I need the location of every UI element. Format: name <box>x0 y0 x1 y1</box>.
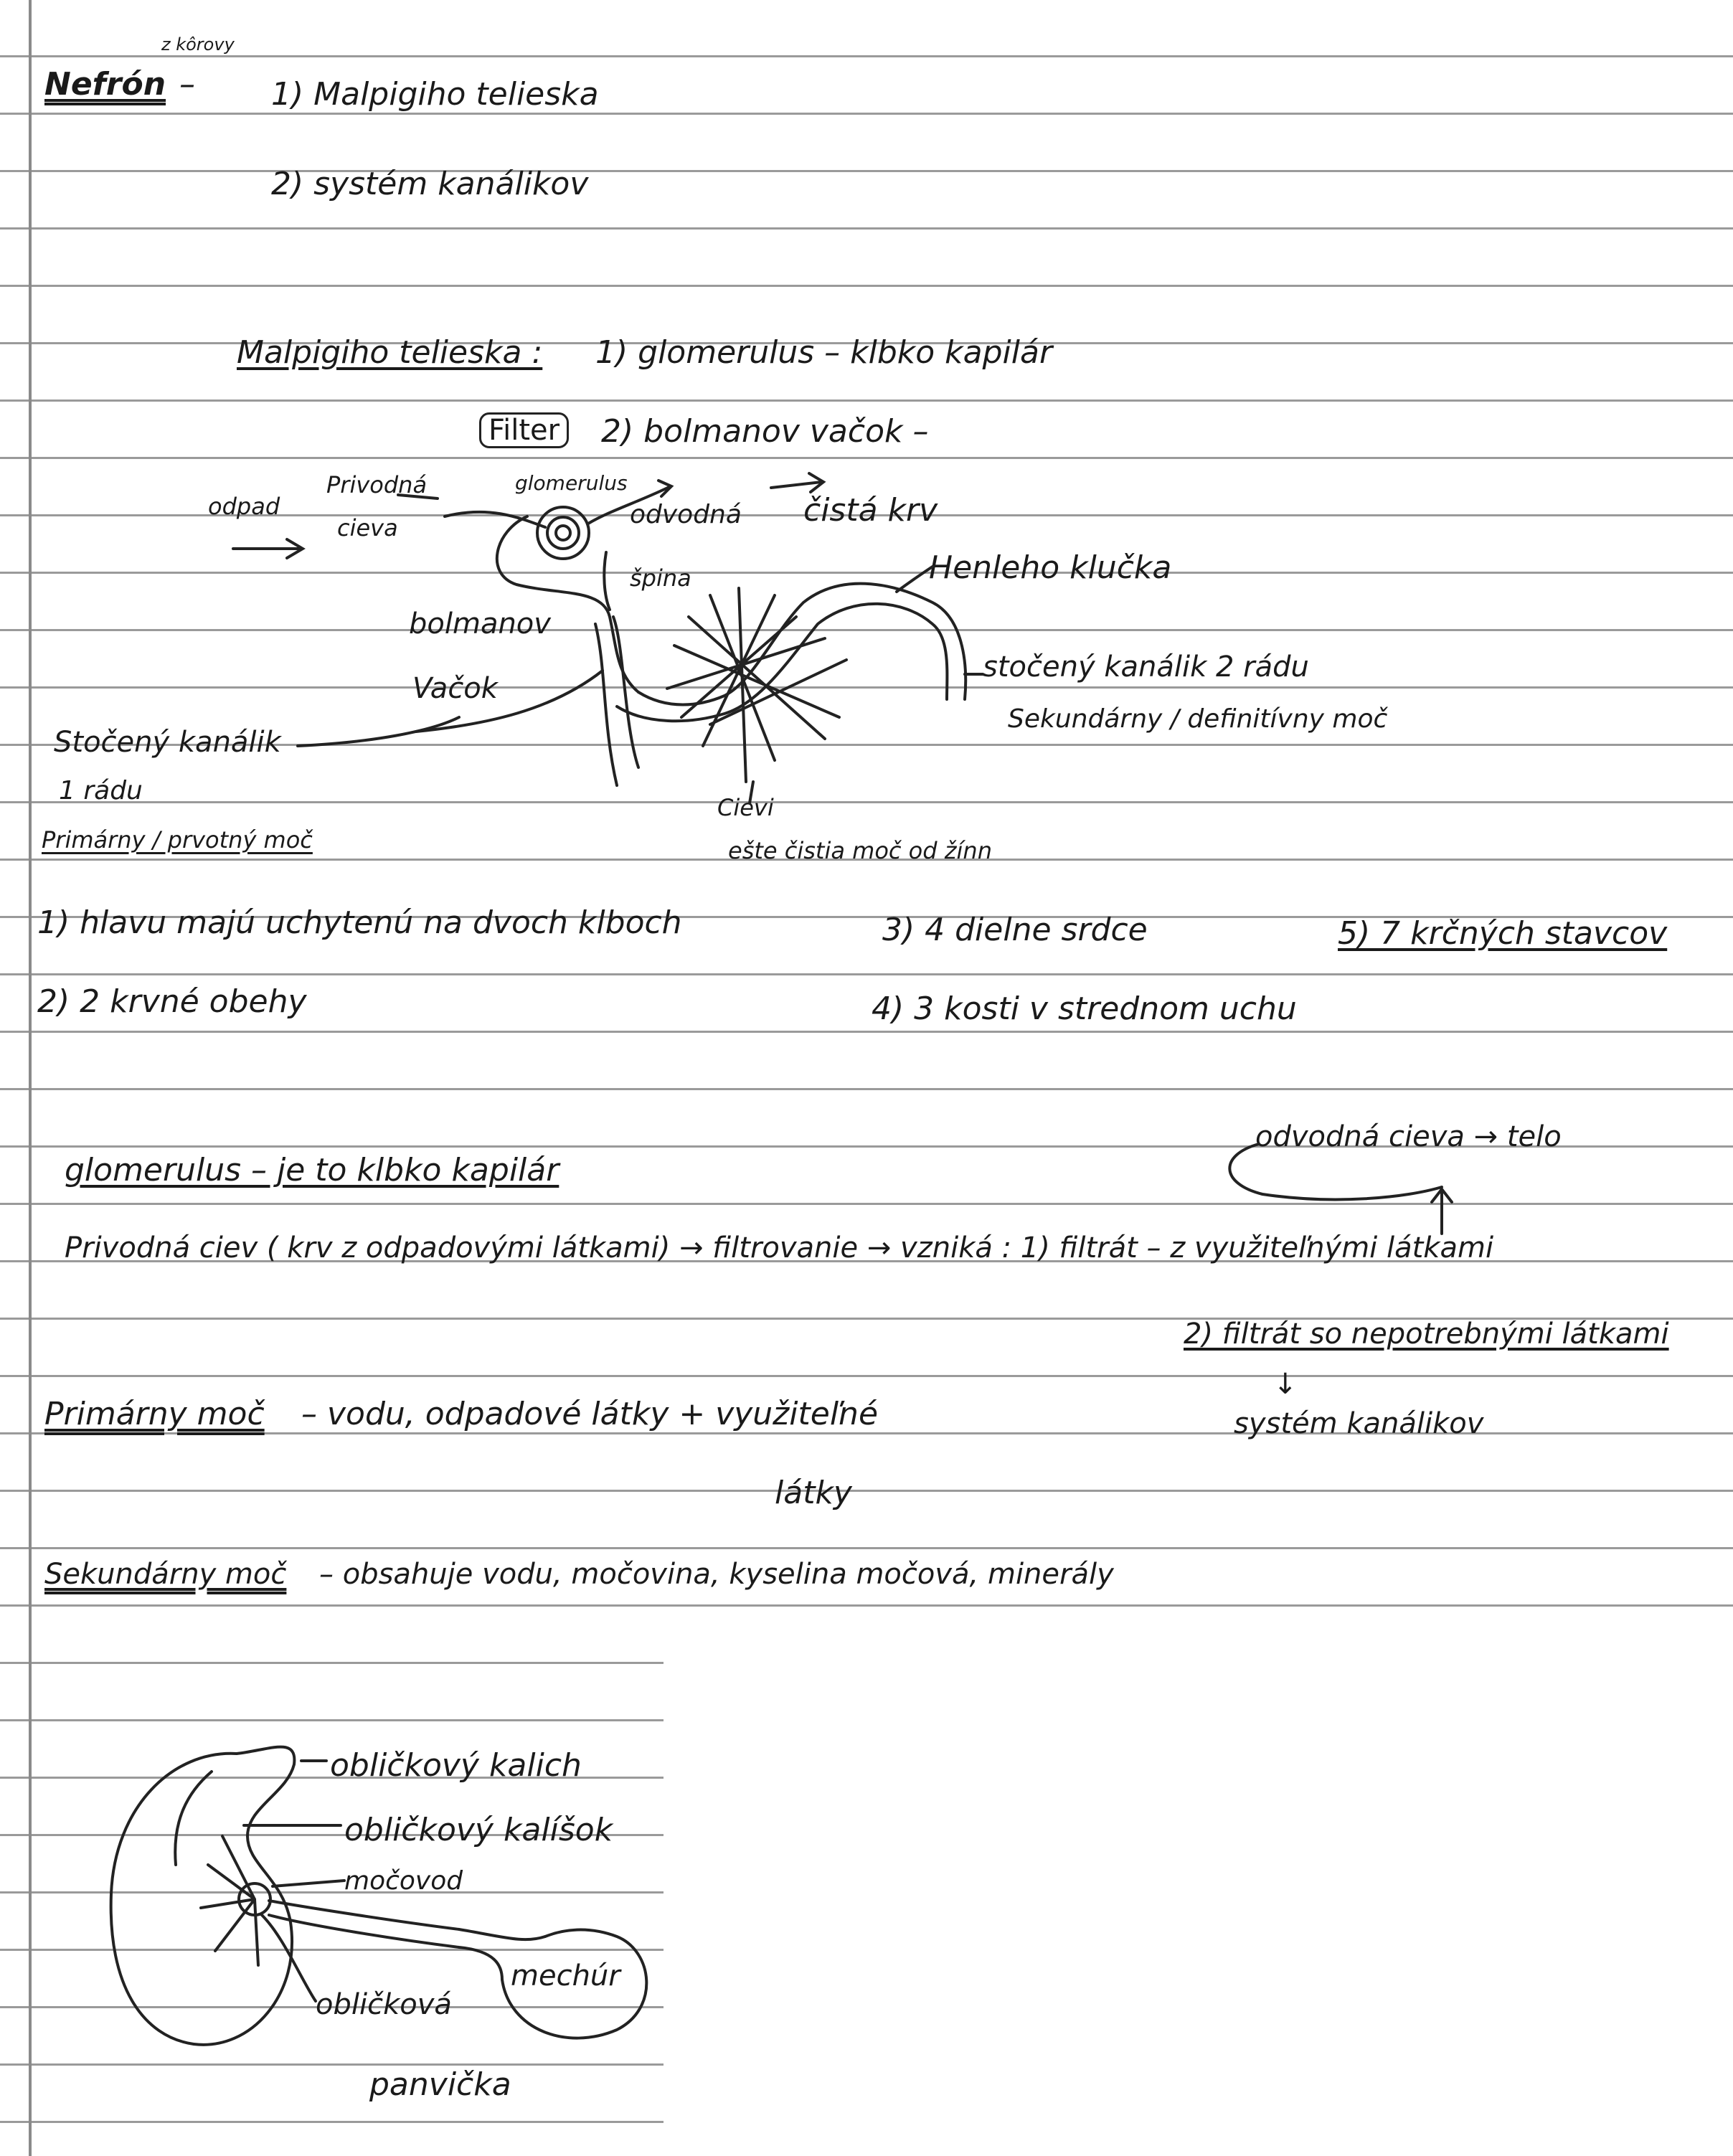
primarny-moc-label: Primárny moč <box>44 1396 265 1432</box>
cista-krv-arrow-icon <box>771 473 823 492</box>
nephron-part-1: 1) Malpigiho telieska <box>271 76 599 113</box>
label-glomerulus: glomerulus <box>515 471 628 495</box>
glomerulus-definition: glomerulus – je to klbko kapilár <box>65 1152 559 1188</box>
fact-5: 5) 7 krčných stavcov <box>1338 915 1668 952</box>
ureter-line-1 <box>269 1901 545 1939</box>
down-arrow-glyph: ↓ <box>1273 1368 1298 1401</box>
spina-pointer <box>604 552 610 610</box>
odpad-arrow-icon <box>233 539 303 558</box>
sekundarny-moc-label: Sekundárny moč <box>44 1558 287 1591</box>
label-oblickova: obličková <box>316 1988 452 2021</box>
label-stoceny-1-line3: Primárny / prvotný moč <box>42 826 313 854</box>
fact-1: 1) hlavu majú uchytenú na dvoch klboch <box>37 904 682 941</box>
malpigi-item-2: 2) bolmanov vačok – <box>601 413 929 450</box>
bowman-capsule-outer <box>497 516 638 692</box>
afferent-vessel <box>445 512 545 527</box>
latky: látky <box>775 1475 852 1511</box>
label-spina: špina <box>630 564 691 592</box>
label-bolmanov: bolmanov <box>409 607 551 640</box>
proximal-tubule-2 <box>595 624 617 785</box>
label-oblickovy-kalistek: obličkový kalíšok <box>344 1812 613 1848</box>
glomerulus-inner <box>547 517 579 549</box>
label-stoceny-1-line1: Stočený kanálik <box>54 726 281 759</box>
up-arrow-icon <box>1432 1189 1452 1234</box>
label-stoceny-1-line2: 1 rádu <box>59 776 143 805</box>
label-odpad: odpad <box>208 493 280 520</box>
calyx-branches <box>201 1836 258 1965</box>
kidney-diagram <box>111 1747 647 2045</box>
fact-4: 4) 3 kosti v strednom uchu <box>872 990 1297 1027</box>
privodna-pointer <box>398 495 438 498</box>
glomerulus-core <box>556 526 570 540</box>
cievi-pointer <box>750 782 753 803</box>
filter-box: Filter <box>479 412 569 448</box>
malpigi-heading: Malpigiho telieska : <box>237 334 543 371</box>
odvodna-cieva-telo: odvodná cieva → telo <box>1255 1120 1562 1153</box>
label-odvodna: odvodná <box>630 500 742 529</box>
label-stoceny-2-line2: Sekundárny / definitívny moč <box>1008 704 1388 734</box>
ureter-line-2 <box>269 1915 502 1980</box>
label-privodna: Privodná <box>326 471 428 498</box>
label-oblickovy-kalich: obličkový kalich <box>330 1747 582 1784</box>
sekundarny-moc-text: – obsahuje vodu, močovina, kyselina močová, minerály <box>319 1558 1114 1591</box>
system-kanalikov: systém kanálikov <box>1234 1407 1484 1440</box>
nephron-diagram <box>233 473 983 803</box>
proximal-tubule <box>613 617 638 767</box>
odvodna-curve <box>1229 1144 1442 1199</box>
mocovod-pointer <box>273 1881 344 1886</box>
label-cieva-left: cieva <box>337 514 398 542</box>
fact-2: 2) 2 krvné obehy <box>37 983 307 1020</box>
note-above-title: z kôrovy <box>161 34 235 55</box>
malpigi-item-1: 1) glomerulus – klbko kapilár <box>595 334 1053 371</box>
odvodna-cieva-drawing <box>1229 1144 1452 1234</box>
label-mechur: mechúr <box>511 1959 620 1992</box>
title-dash: – <box>179 66 195 103</box>
filtrat-2: 2) filtrát so nepotrebnými látkami <box>1184 1318 1669 1351</box>
nephron-title: Nefrón <box>44 66 166 103</box>
kidney-outline <box>111 1747 295 2045</box>
privodna-flow: Privodná ciev ( krv z odpadovými látkami) → filtrovanie → vzniká : 1) filtrát – z využiteľnými látkami <box>65 1231 1494 1264</box>
capillary-network <box>667 588 846 782</box>
bladder-outline <box>502 1930 646 2038</box>
panvicka-pointer <box>262 1915 316 2001</box>
label-vacok: Vačok <box>412 672 498 705</box>
stoceny1-pointer <box>298 717 459 746</box>
primarny-moc-text: – vodu, odpadové látky + využiteľné <box>301 1396 879 1432</box>
label-cista-krv: čistá krv <box>803 492 938 529</box>
label-panvicka: panvička <box>369 2066 511 2103</box>
label-mocovod: močovod <box>344 1866 463 1896</box>
fact-3: 3) 4 dielne srdce <box>882 912 1148 948</box>
label-stoceny-2-line1: stočený kanálik 2 rádu <box>983 651 1309 684</box>
kidney-inner-line <box>175 1772 212 1865</box>
nephron-part-2: 2) systém kanálikov <box>271 166 589 202</box>
label-cievi: Cievi <box>717 794 774 821</box>
label-este-cistia: ešte čistia moč od žínn <box>728 837 992 864</box>
label-henleho: Henleho klučka <box>929 549 1172 586</box>
glomerulus-circle <box>537 507 589 559</box>
efferent-vessel-arrow <box>588 481 671 524</box>
henleho-pointer <box>897 567 932 592</box>
